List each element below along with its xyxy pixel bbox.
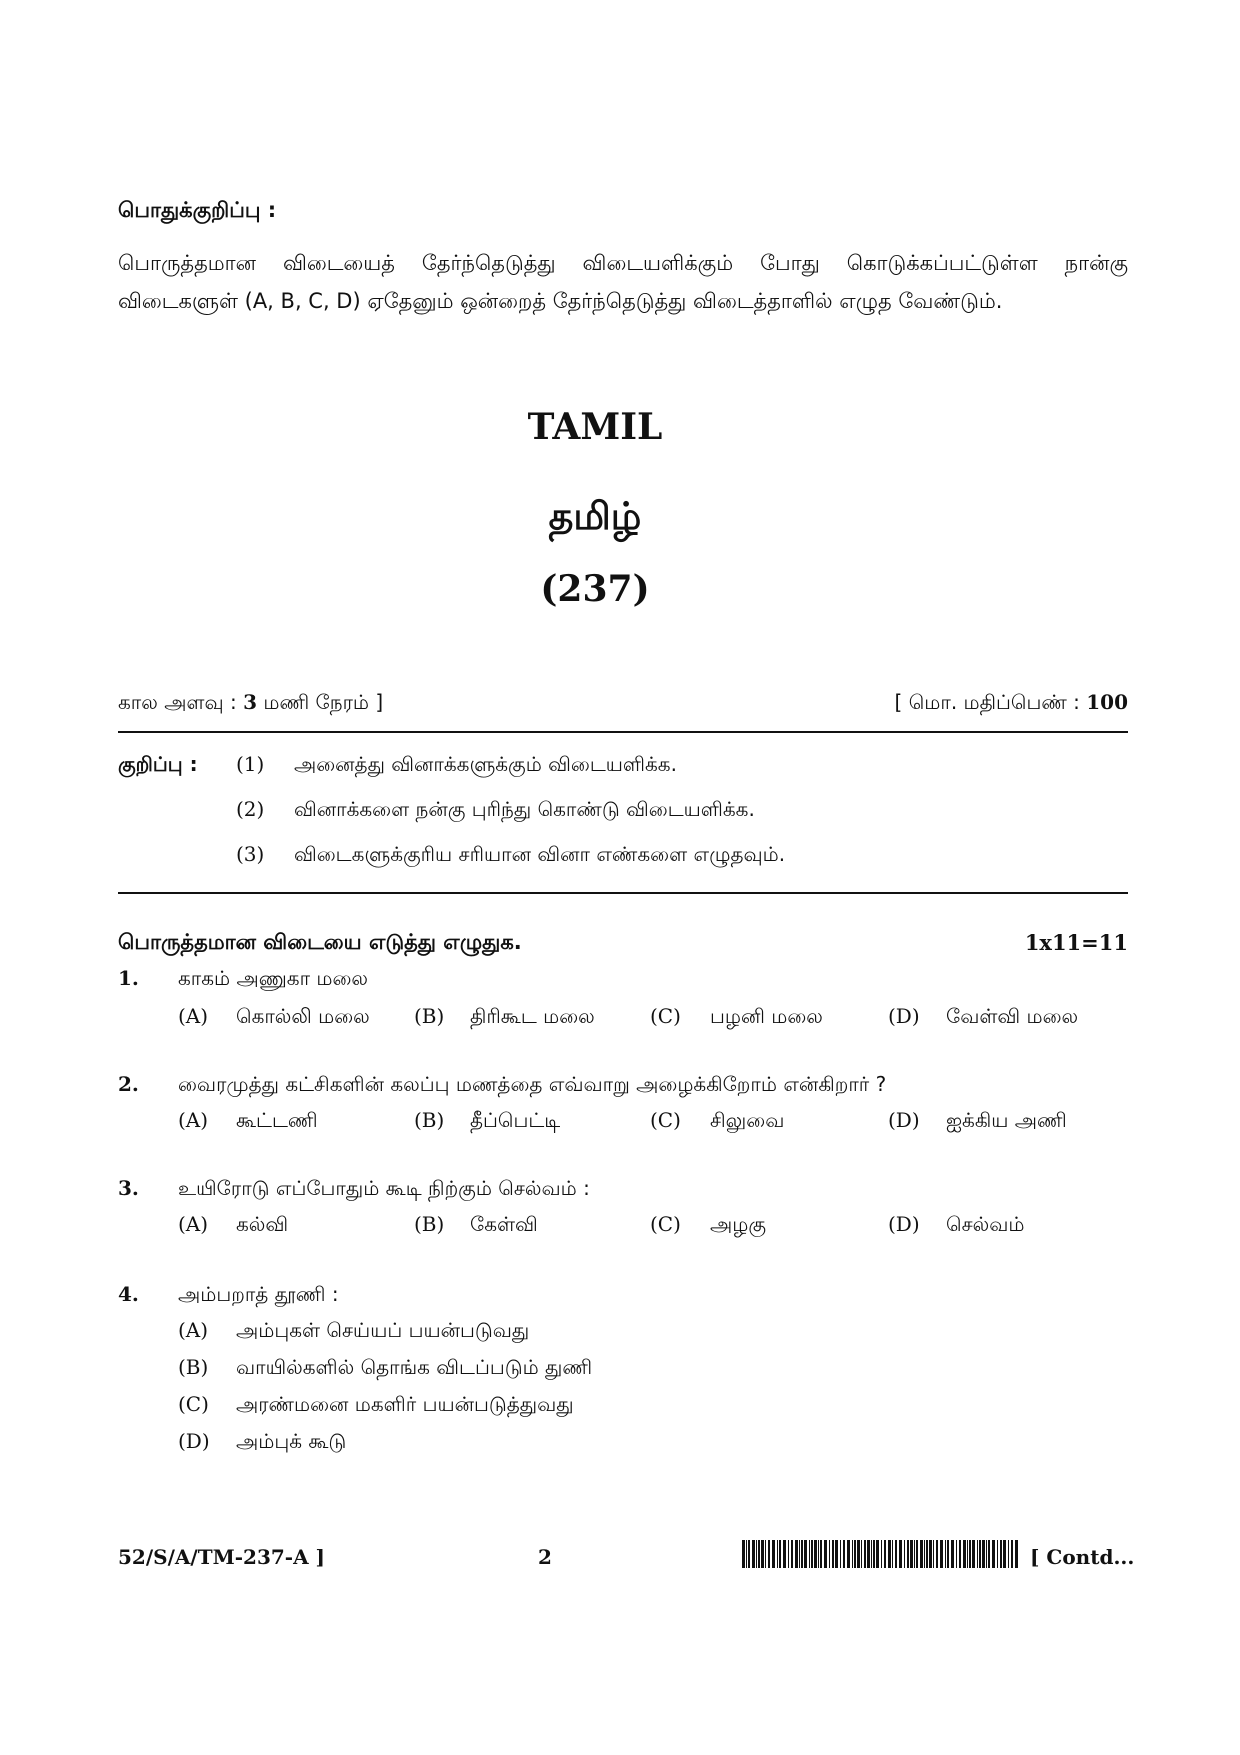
time-duration (118, 690, 383, 717)
option-label: (A) (178, 1318, 209, 1342)
question-number: 4. (118, 1282, 139, 1306)
question-text: காகம் அணுகா மலை (178, 966, 368, 990)
option-label: (D) (888, 1004, 920, 1028)
option-label: (A) (178, 1108, 209, 1132)
option-text: ஐக்கிய அணி (946, 1108, 1067, 1132)
option-label: (C) (650, 1108, 681, 1132)
paper-code: 52/S/A/TM-237-A ] (118, 1545, 326, 1569)
option-text: சிலுவை (710, 1108, 785, 1132)
time-unit: மணி நேரம் ] (263, 690, 384, 714)
option-text: திரிகூட மலை (470, 1004, 595, 1028)
subject-title-tamil: தமிழ் (548, 494, 642, 538)
divider-top (118, 731, 1128, 733)
option-text: வாயில்களில் தொங்க விடப்படும் துணி (236, 1355, 593, 1379)
page-number: 2 (538, 1545, 552, 1569)
question-number: 3. (118, 1176, 139, 1200)
option-text: வேள்வி மலை (946, 1004, 1079, 1028)
section-heading: பொருத்தமான விடையை எடுத்து எழுதுக. (118, 930, 522, 954)
option-label: (B) (414, 1108, 445, 1132)
option-text: அம்புகள் செய்யப் பயன்படுவது (236, 1318, 530, 1342)
option-label: (C) (650, 1212, 681, 1236)
general-note-heading: பொதுக்குறிப்பு : (118, 198, 277, 222)
marks-value: 100 (1086, 690, 1128, 714)
option-text: அரண்மனை மகளிர் பயன்படுத்துவது (236, 1392, 574, 1416)
option-label: (D) (888, 1212, 920, 1236)
marks-label: [ மொ. மதிப்பெண் : (894, 690, 1080, 714)
question-text: வைரமுத்து கட்சிகளின் கலப்பு மணத்தை எவ்வாறு அழைக்கிறோம் என்கிறார் ? (178, 1072, 887, 1096)
subject-title-english: TAMIL (527, 406, 663, 448)
divider-bottom (118, 892, 1128, 894)
instruction-text: அனைத்து வினாக்களுக்கும் விடையளிக்க. (294, 752, 677, 776)
instruction-text: வினாக்களை நன்கு புரிந்து கொண்டு விடையளிக்க. (294, 797, 755, 821)
option-label: (B) (414, 1004, 445, 1028)
option-label: (B) (414, 1212, 445, 1236)
option-text: பழனி மலை (710, 1004, 823, 1028)
question-number: 2. (118, 1072, 139, 1096)
instruction-text: விடைகளுக்குரிய சரியான வினா எண்களை எழுதவும். (294, 842, 786, 866)
instruction-num: (3) (236, 842, 265, 866)
general-note-text: பொருத்தமான விடையைத் தேர்ந்தெடுத்து விடையளிக்கும் போது கொடுக்கப்பட்டுள்ள நான்கு விடைகளுள் (A, B, C, D) ஏதேனும் ஒன்றைத் தேர்ந்தெடுத்து விடைத்தாளில் எழுத வேண்டும். (118, 251, 1128, 313)
option-text: அழகு (710, 1212, 766, 1236)
option-text: தீப்பெட்டி (470, 1108, 561, 1132)
option-text: கூட்டணி (236, 1108, 318, 1132)
option-text: கல்வி (236, 1212, 289, 1236)
option-label: (A) (178, 1212, 209, 1236)
time-label: கால அளவு : (118, 690, 237, 714)
max-marks (895, 690, 1128, 717)
option-label: (B) (178, 1355, 209, 1379)
option-label: (A) (178, 1004, 209, 1028)
instructions-label: குறிப்பு : (118, 752, 198, 776)
option-text: செல்வம் (946, 1212, 1025, 1236)
instruction-num: (2) (236, 797, 265, 821)
option-text: அம்புக் கூடு (236, 1429, 347, 1453)
option-label: (C) (178, 1392, 209, 1416)
continued-label: [ Contd... (1030, 1545, 1135, 1569)
option-label: (C) (650, 1004, 681, 1028)
instruction-num: (1) (236, 752, 265, 776)
option-text: கேள்வி (470, 1212, 538, 1236)
barcode-image (742, 1540, 1022, 1568)
question-text: அம்பறாத் தூணி : (178, 1282, 339, 1306)
option-label: (D) (888, 1108, 920, 1132)
section-marks: 1x11=11 (1024, 930, 1128, 955)
option-text: கொல்லி மலை (236, 1004, 370, 1028)
question-number: 1. (118, 966, 139, 990)
option-label: (D) (178, 1429, 210, 1453)
time-value: 3 (243, 690, 257, 714)
question-text: உயிரோடு எப்போதும் கூடி நிற்கும் செல்வம் : (178, 1176, 590, 1200)
subject-code: (237) (540, 568, 650, 610)
